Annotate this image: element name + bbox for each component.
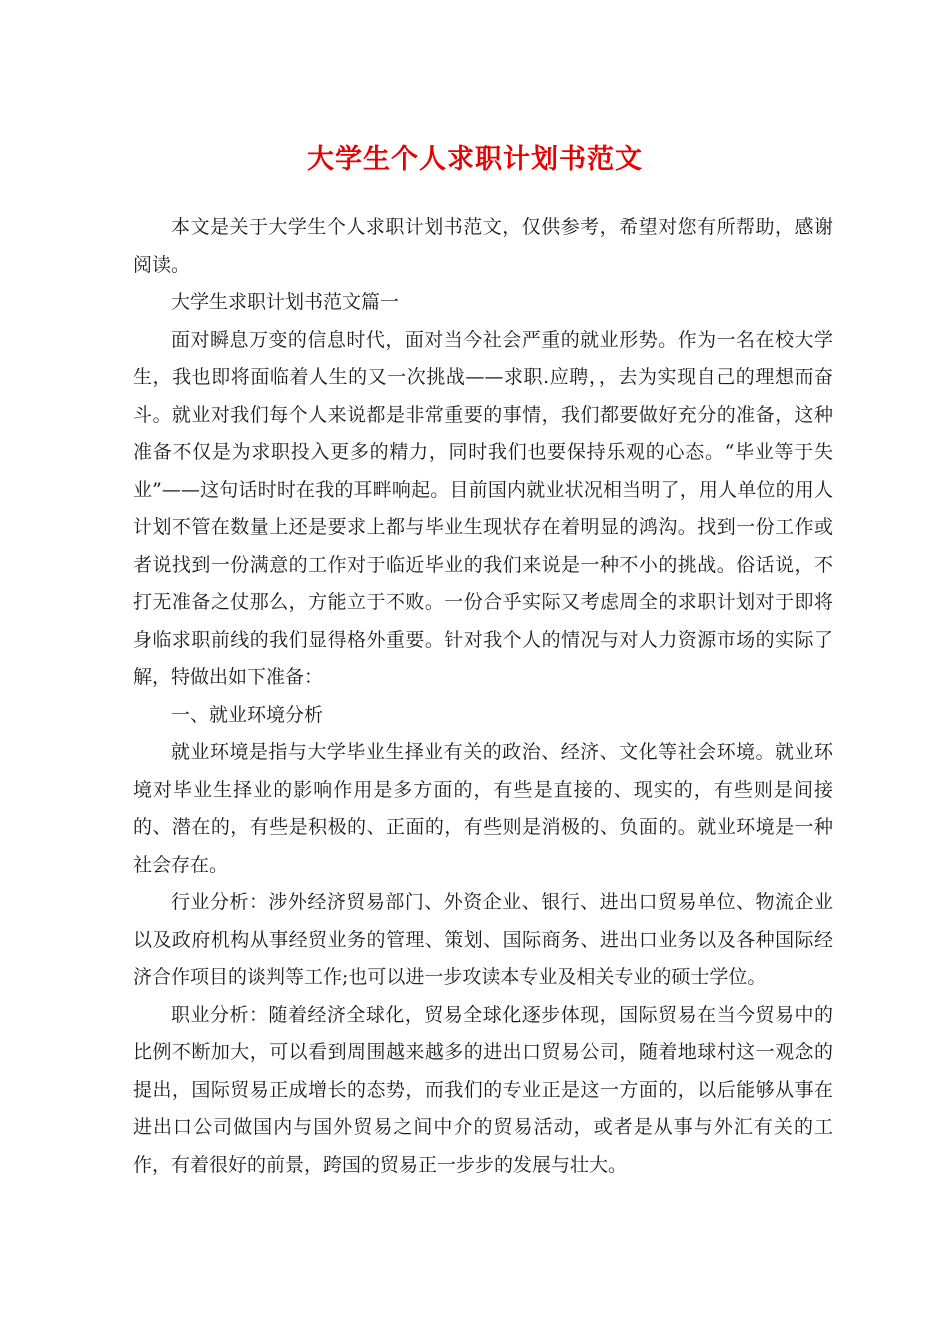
- career-analysis-paragraph: 职业分析：随着经济全球化，贸易全球化逐步体现，国际贸易在当今贸易中的比例不断加大，可以看到周围越来越多的进出口贸易公司，随着地球村这一观念的提出，国际贸易正成增长的态势，而我们的专业正是这一方面的，以后能够从事在进出口公司做国内与国外贸易之间中介的贸易活动，或者是从事与外汇有关的工作，有着很好的前景，跨国的贸易正一步步的发展与壮大。: [133, 1003, 833, 1176]
- opening-paragraph: 面对瞬息万变的信息时代，面对当今社会严重的就业形势。作为一名在校大学生，我也即将面临着人生的又一次挑战——求职.应聘，，去为实现自己的理想而奋斗。就业对我们每个人来说都是非常重要的事情，我们都要做好充分的准备，这种准备不仅是为求职投入更多的精力，同时我们也要保持乐观的心态。“毕业等于失业”——这句话时时在我的耳畔响起。目前国内就业状况相当明了，用人单位的用人计划不管在数量上还是要求上都与毕业生现状存在着明显的鸿沟。找到一份工作或者说找到一份满意的工作对于临近毕业的我们来说是一种不小的挑战。俗话说，不打无准备之仗那么，方能立于不败。一份合乎实际又考虑周全的求职计划对于即将身临求职前线的我们显得格外重要。针对我个人的情况与对人力资源市场的实际了解，特做出如下准备：: [133, 328, 833, 688]
- industry-analysis-paragraph: 行业分析：涉外经济贸易部门、外资企业、银行、进出口贸易单位、物流企业以及政府机构从事经贸业务的管理、策划、国际商务、进出口业务以及各种国际经济合作项目的谈判等工作;也可以进一步攻读本专业及相关专业的硕士学位。: [133, 891, 833, 988]
- intro-paragraph: 本文是关于大学生个人求职计划书范文，仅供参考，希望对您有所帮助，感谢阅读。: [133, 216, 833, 276]
- document-body: [133, 209, 833, 1184]
- section-heading-employment-environment: 一、就业环境分析: [171, 703, 324, 726]
- section-heading-sample-one: 大学生求职计划书范文篇一: [171, 291, 400, 313]
- employment-environment-paragraph: 就业环境是指与大学毕业生择业有关的政治、经济、文化等社会环境。就业环境对毕业生择业的影响作用是多方面的，有些是直接的、现实的，有些则是间接的、潜在的，有些是积极的、正面的，有些则是消极的、负面的。就业环境是一种社会存在。: [133, 741, 833, 876]
- document-title: 大学生个人求职计划书范文: [307, 144, 643, 175]
